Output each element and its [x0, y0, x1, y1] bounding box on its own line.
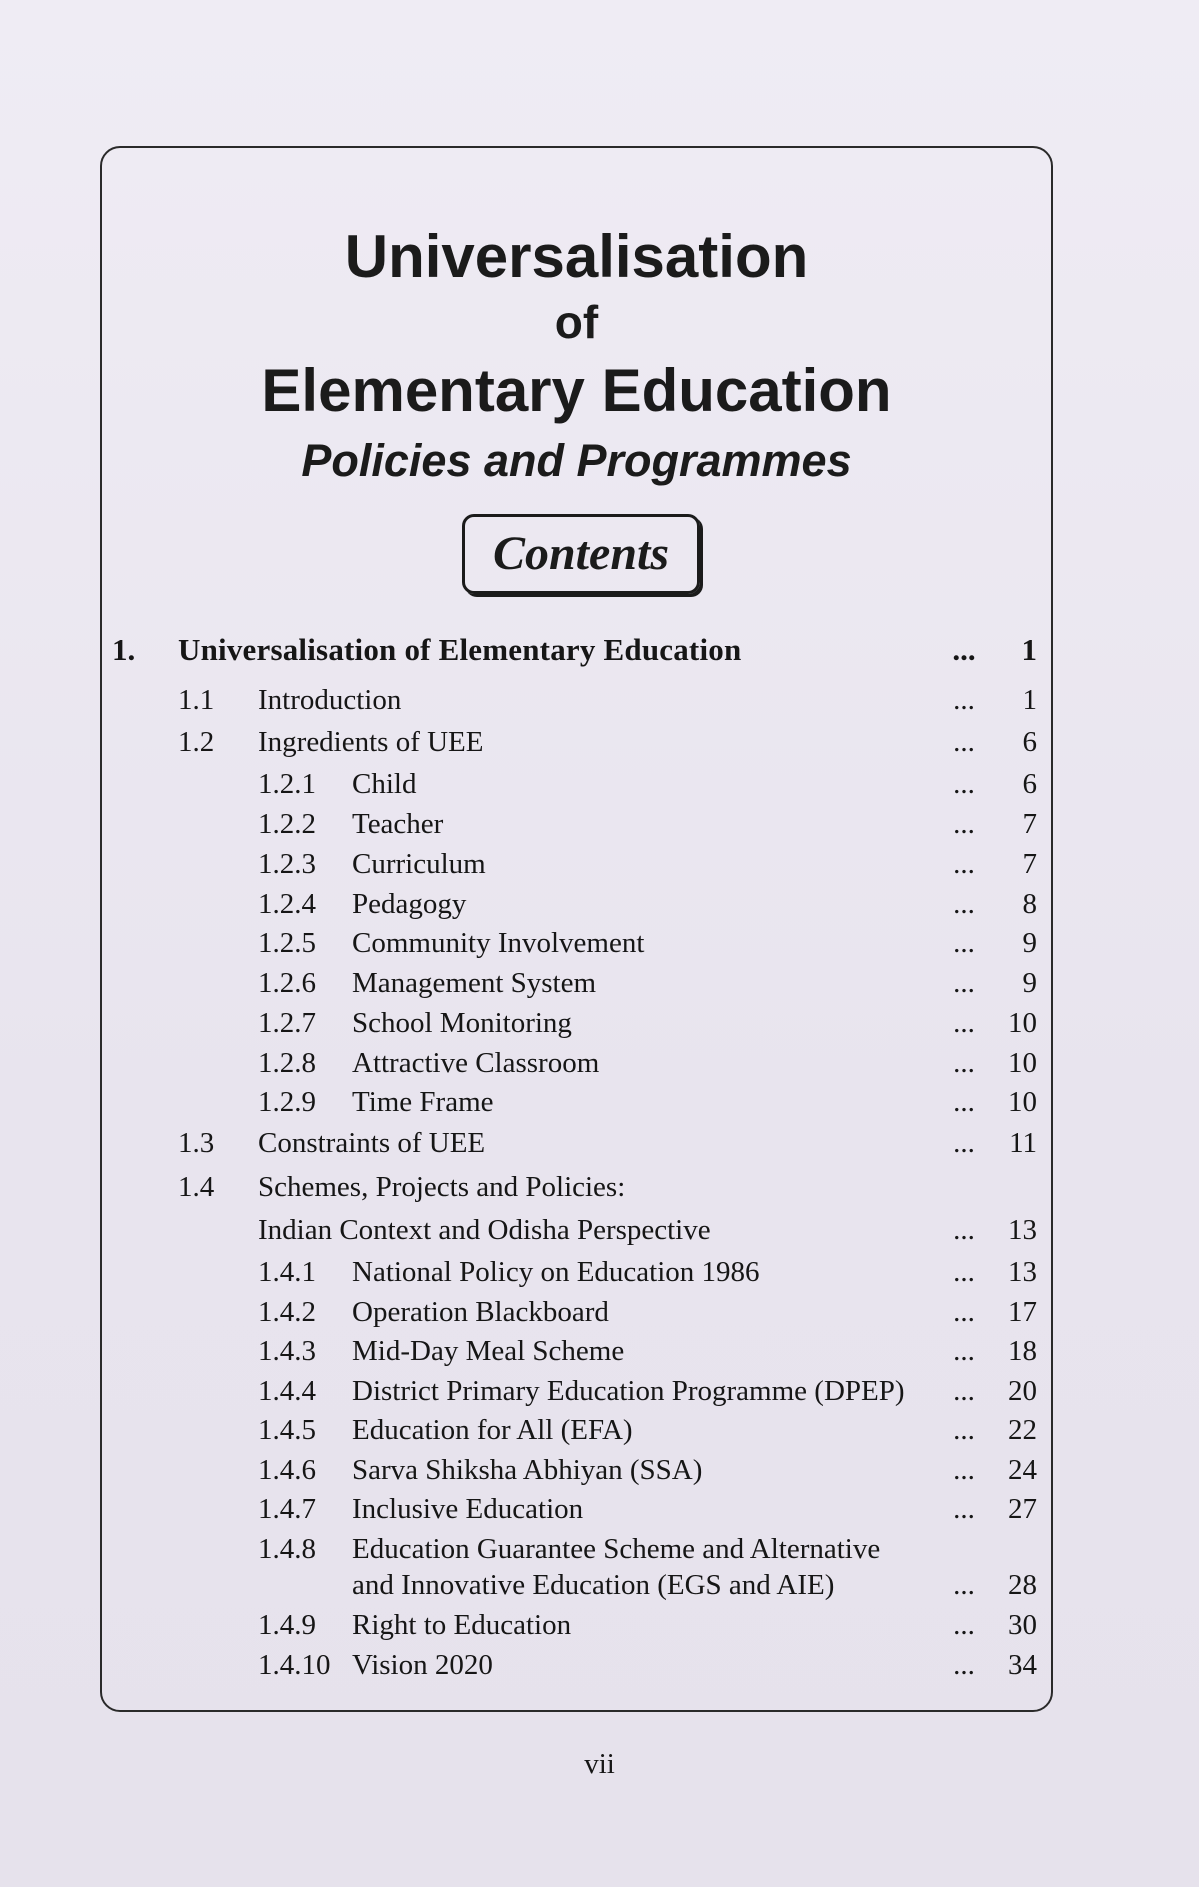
toc-title: School Monitoring [352, 1007, 572, 1039]
toc-entry[interactable] [0, 1043, 1199, 1083]
toc-number: 1.2 [178, 726, 215, 758]
toc-leader: ... [953, 1214, 975, 1246]
toc-page: 7 [1022, 808, 1037, 840]
toc-entry[interactable] [0, 1489, 1199, 1529]
toc-title: Vision 2020 [352, 1649, 493, 1681]
toc-number: 1.2.2 [258, 808, 316, 840]
toc-page: 8 [1022, 888, 1037, 920]
toc-page: 10 [1008, 1047, 1037, 1079]
toc-entry[interactable] [0, 1252, 1199, 1292]
toc-page: 34 [1008, 1649, 1037, 1681]
book-subtitle: Policies and Programmes [301, 435, 852, 486]
toc-number: 1. [112, 632, 136, 667]
toc-title: Right to Education [352, 1609, 572, 1641]
toc-leader: ... [953, 927, 975, 959]
toc-title: Time Frame [352, 1086, 494, 1118]
toc-page: 13 [1008, 1214, 1037, 1246]
toc-title: Schemes, Projects and Policies: [258, 1171, 626, 1203]
toc-entry[interactable] [0, 1410, 1199, 1450]
toc-leader: ... [953, 808, 975, 840]
toc-number: 1.4.4 [258, 1375, 316, 1407]
toc-title: Education for All (EFA) [352, 1414, 633, 1446]
toc-page: 6 [1022, 768, 1037, 800]
toc-page: 28 [1008, 1569, 1037, 1601]
toc-leader: ... [953, 684, 975, 716]
toc-entry[interactable] [0, 1529, 1199, 1569]
toc-leader: ... [953, 888, 975, 920]
toc-title: Sarva Shiksha Abhiyan (SSA) [352, 1454, 703, 1486]
toc-title: Child [352, 768, 417, 800]
toc-entry[interactable] [0, 1605, 1199, 1645]
toc-entry-continuation[interactable] [0, 1565, 1199, 1605]
toc-number: 1.2.5 [258, 927, 316, 959]
toc-page: 27 [1008, 1493, 1037, 1525]
toc-entry[interactable] [0, 1292, 1199, 1332]
toc-page: 20 [1008, 1375, 1037, 1407]
toc-title: Universalisation of Elementary Education [178, 632, 742, 667]
toc-number: 1.4.3 [258, 1335, 316, 1367]
toc-number: 1.2.6 [258, 967, 316, 999]
toc-page: 10 [1008, 1007, 1037, 1039]
toc-number: 1.2.3 [258, 848, 316, 880]
toc-title: Indian Context and Odisha Perspective [258, 1214, 711, 1246]
toc-page: 11 [1009, 1127, 1037, 1159]
book-title-line-1: Universalisation [344, 223, 809, 290]
toc-number: 1.2.7 [258, 1007, 316, 1039]
toc-entry[interactable] [0, 1450, 1199, 1490]
toc-number: 1.2.1 [258, 768, 316, 800]
toc-entry[interactable] [0, 722, 1199, 762]
toc-page: 9 [1022, 927, 1037, 959]
toc-entry[interactable] [0, 844, 1199, 884]
page-number: vii [584, 1748, 615, 1780]
toc-title: District Primary Education Programme (DPEP) [352, 1375, 905, 1407]
toc-number: 1.4.7 [258, 1493, 316, 1525]
toc-leader: ... [953, 1086, 975, 1118]
toc-title: Curriculum [352, 848, 486, 880]
toc-leader: ... [953, 1569, 975, 1601]
toc-page: 1 [1022, 684, 1037, 716]
toc-leader: ... [953, 1649, 975, 1681]
toc-entry[interactable] [0, 680, 1199, 720]
toc-number: 1.2.4 [258, 888, 316, 920]
toc-entry[interactable] [0, 804, 1199, 844]
toc-number: 1.4.5 [258, 1414, 316, 1446]
contents-heading: Contents [492, 527, 670, 580]
toc-page: 10 [1008, 1086, 1037, 1118]
toc-entry[interactable] [0, 1123, 1199, 1163]
toc-leader: ... [953, 1296, 975, 1328]
toc-title: Ingredients of UEE [258, 726, 484, 758]
toc-title: Operation Blackboard [352, 1296, 609, 1328]
toc-leader: ... [953, 848, 975, 880]
toc-title: Community Involvement [352, 927, 645, 959]
toc-number: 1.4.2 [258, 1296, 316, 1328]
toc-title: Mid-Day Meal Scheme [352, 1335, 625, 1367]
toc-leader: ... [953, 1493, 975, 1525]
toc-entry[interactable] [0, 1167, 1199, 1207]
toc-leader: ... [953, 1375, 975, 1407]
toc-entry[interactable] [0, 884, 1199, 924]
toc-title: Attractive Classroom [352, 1047, 600, 1079]
toc-chapter-1[interactable] [0, 630, 1199, 670]
toc-leader: ... [953, 1335, 975, 1367]
toc-title: Inclusive Education [352, 1493, 584, 1525]
toc-page: 1 [1021, 632, 1037, 667]
toc-leader: ... [953, 1007, 975, 1039]
toc-title: Constraints of UEE [258, 1127, 486, 1159]
toc-title: Management System [352, 967, 597, 999]
toc-entry[interactable] [0, 1003, 1199, 1043]
toc-title: Teacher [352, 808, 444, 840]
toc-page: 13 [1008, 1256, 1037, 1288]
toc-number: 1.1 [178, 684, 215, 716]
toc-leader: ... [953, 1256, 975, 1288]
toc-leader: ... [953, 1609, 975, 1641]
toc-page: 22 [1008, 1414, 1037, 1446]
toc-page: 24 [1008, 1454, 1037, 1486]
toc-leader: ... [953, 1127, 975, 1159]
toc-number: 1.3 [178, 1127, 215, 1159]
toc-number: 1.4.1 [258, 1256, 316, 1288]
toc-page: 6 [1022, 726, 1037, 758]
toc-page: 9 [1022, 967, 1037, 999]
toc-entry[interactable] [0, 1082, 1199, 1122]
toc-leader: ... [953, 726, 975, 758]
toc-title: Education Guarantee Scheme and Alternative [352, 1533, 881, 1565]
toc-number: 1.2.9 [258, 1086, 316, 1118]
toc-entry[interactable] [0, 1371, 1199, 1411]
toc-leader: ... [953, 1454, 975, 1486]
toc-entry[interactable] [0, 963, 1199, 1003]
toc-entry[interactable] [0, 1645, 1199, 1685]
toc-entry-continuation[interactable] [0, 1210, 1199, 1250]
toc-leader: ... [953, 967, 975, 999]
toc-leader: ... [952, 632, 976, 667]
toc-number: 1.4.10 [258, 1649, 331, 1681]
toc-leader: ... [953, 1414, 975, 1446]
toc-number: 1.4.8 [258, 1533, 316, 1565]
toc-title: and Innovative Education (EGS and AIE) [352, 1569, 835, 1601]
toc-title: Pedagogy [352, 888, 467, 920]
toc-number: 1.4.6 [258, 1454, 316, 1486]
toc-number: 1.4 [178, 1171, 215, 1203]
toc-number: 1.2.8 [258, 1047, 316, 1079]
book-title-line-2: of [554, 296, 599, 348]
toc-title: National Policy on Education 1986 [352, 1256, 760, 1288]
toc-page: 30 [1008, 1609, 1037, 1641]
toc-leader: ... [953, 768, 975, 800]
toc-entry[interactable] [0, 1331, 1199, 1371]
toc-page: 7 [1022, 848, 1037, 880]
toc-page: 17 [1008, 1296, 1037, 1328]
book-title-line-3: Elementary Education [261, 357, 892, 424]
toc-entry[interactable] [0, 764, 1199, 804]
toc-number: 1.4.9 [258, 1609, 316, 1641]
toc-entry[interactable] [0, 923, 1199, 963]
toc-title: Introduction [258, 684, 402, 716]
toc-page: 18 [1008, 1335, 1037, 1367]
toc-leader: ... [953, 1047, 975, 1079]
